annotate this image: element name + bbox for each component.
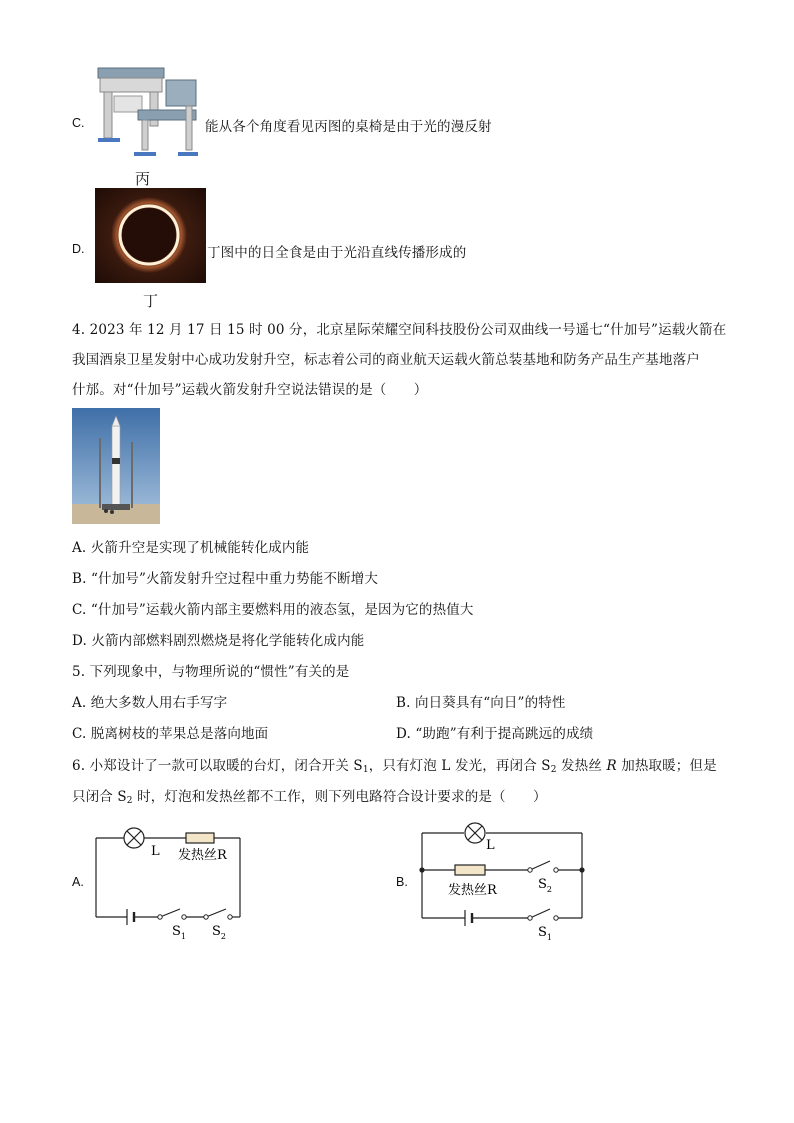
switch-s1-sub: 1 [180, 932, 186, 941]
switch-s1-label [172, 924, 186, 941]
q5-option-a: A. 绝大多数人用右手写字 [72, 695, 228, 711]
switch-contact [228, 915, 232, 919]
switch-s1-letter: S [538, 925, 547, 940]
q4-stem-line1: 4. 2023 年 12 月 17 日 15 时 00 分，北京星际荣耀空间科技股份公司双曲线一号遥七“什加号”运载火箭在 [72, 322, 727, 338]
subscript: 2 [550, 765, 557, 775]
q6-text-part: 6. 小郑设计了一款可以取暖的台灯，闭合开关 S [72, 758, 363, 774]
q6-text-part: 加热取暖；但是 [616, 758, 717, 774]
q5-option-b: B. 向日葵具有“向日”的特性 [396, 695, 566, 711]
q4-option-a: A. 火箭升空是实现了机械能转化成内能 [72, 540, 310, 556]
junction-dot [419, 867, 424, 872]
heater-label: 发热丝R [448, 883, 497, 898]
caption-ding: 丁 [143, 292, 159, 310]
switch-contact [528, 868, 532, 872]
subscript: 2 [126, 796, 133, 806]
option-d-letter: D. [72, 242, 85, 256]
lamp-icon [124, 828, 144, 848]
q6-text-part: 时，灯泡和发热丝都不工作，则下列电路符合设计要求的是（ ） [132, 789, 547, 805]
subscript: 1 [362, 765, 369, 775]
resistor-icon [186, 833, 214, 843]
eclipse-image [95, 188, 206, 283]
lamp-icon [465, 823, 485, 843]
switch-contact [554, 916, 558, 920]
q6-text-part: 发热丝 [556, 758, 607, 774]
q6-text-part: 只闭合 S [72, 789, 127, 805]
switch-s1-blade [530, 909, 550, 918]
switch-contact [182, 915, 186, 919]
junction-dot [579, 867, 584, 872]
lamp-label: L [486, 838, 495, 853]
switch-s2-blade [530, 861, 550, 870]
switch-s2-letter: S [538, 877, 547, 892]
circuit-a-diagram [88, 820, 258, 945]
desk-chair-image [94, 66, 202, 164]
q4-stem-line2: 我国酒泉卫星发射中心成功发射升空，标志着公司的商业航天运载火箭总装基地和防务产品生产基地落户 [72, 352, 700, 368]
q6-text-part: ，只有灯泡 L 发光，再闭合 S [368, 758, 551, 774]
desk-chair-illustration [94, 66, 202, 164]
switch-contact [204, 915, 208, 919]
lamp-label: L [151, 844, 160, 859]
switch-s1-blade [160, 909, 180, 917]
q4-option-c: C. “什加号”运载火箭内部主要燃料用的液态氢，是因为它的热值大 [72, 602, 474, 618]
switch-contact [528, 916, 532, 920]
switch-s1-letter: S [172, 924, 181, 939]
q6-stem-line2 [72, 785, 547, 806]
eclipse-illustration [95, 188, 206, 283]
rocket-image [72, 408, 160, 524]
switch-s2-label [538, 877, 552, 894]
q5-stem: 5. 下列现象中，与物理所说的“惯性”有关的是 [72, 664, 350, 680]
switch-contact [554, 868, 558, 872]
resistor-icon [455, 865, 485, 875]
switch-contact [158, 915, 162, 919]
q5-option-d: D. “助跑”有利于提高跳远的成绩 [396, 726, 594, 742]
switch-s2-blade [206, 909, 226, 917]
q4-stem-line3: 什邡。对“什加号”运载火箭发射升空说法错误的是（ ） [72, 382, 428, 398]
switch-s2-letter: S [212, 924, 221, 939]
q5-option-c: C. 脱离树枝的苹果总是落向地面 [72, 726, 269, 742]
circuit-a-letter: A. [72, 875, 84, 889]
option-d-text: 丁图中的日全食是由于光沿直线传播形成的 [207, 245, 467, 261]
caption-bing: 丙 [135, 170, 151, 188]
circuit-b-letter: B. [396, 875, 408, 889]
q4-option-d: D. 火箭内部燃料剧烈燃烧是将化学能转化成内能 [72, 633, 365, 649]
q6-stem-line1 [72, 754, 717, 775]
switch-s1-sub: 1 [546, 933, 552, 942]
heater-label: 发热丝R [178, 848, 227, 863]
switch-s2-sub: 2 [220, 932, 226, 941]
switch-s1-label [538, 925, 552, 942]
q4-option-b: B. “什加号”火箭发射升空过程中重力势能不断增大 [72, 571, 379, 587]
switch-s2-sub: 2 [546, 885, 552, 894]
option-c-text: 能从各个角度看见丙图的桌椅是由于光的漫反射 [205, 119, 492, 135]
switch-s2-label [212, 924, 226, 941]
resistor-symbol-r: R [606, 758, 617, 774]
circuit-b-diagram [412, 816, 597, 946]
option-c-letter: C. [72, 116, 85, 130]
rocket-illustration [72, 408, 160, 524]
